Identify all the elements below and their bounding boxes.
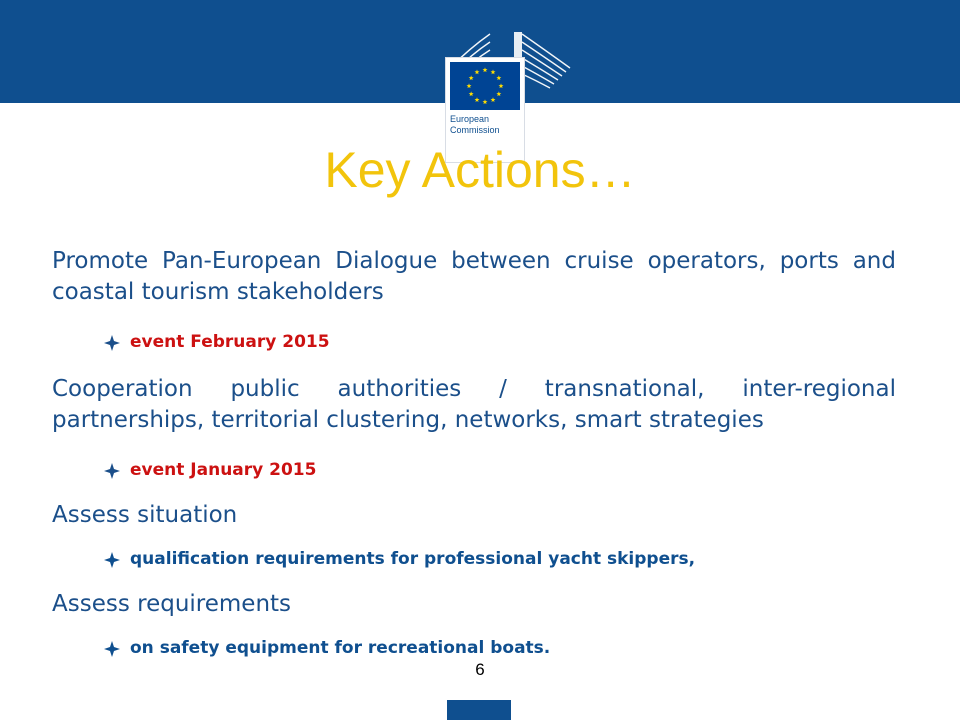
- key-action-3-detail-text: qualification requirements for professional yacht skippers,: [130, 549, 696, 569]
- key-action-2: Cooperation public authorities / transnational, inter-regional partnerships, territorial clustering, networks, smart strategies: [52, 376, 896, 433]
- key-action-3-detail: [104, 547, 896, 571]
- eu-flag-icon: [450, 62, 520, 110]
- diamond-bullet-icon: [104, 640, 120, 656]
- key-action-1-detail: [104, 330, 896, 354]
- key-action-2-detail: [104, 458, 896, 482]
- slide-content: [52, 246, 896, 660]
- page-number: 6: [475, 660, 485, 679]
- key-action-4-detail: [104, 636, 896, 660]
- slide-title: Key Actions…: [324, 142, 636, 198]
- diamond-bullet-icon: [104, 462, 120, 478]
- key-action-2-detail-text: event January 2015: [130, 460, 317, 480]
- diamond-bullet-icon: [104, 334, 120, 350]
- logo-wordmark: [450, 114, 522, 136]
- key-action-4: Assess requirements: [52, 591, 292, 617]
- european-commission-logo: [410, 28, 580, 136]
- key-action-4-detail-text: on safety equipment for recreational boats.: [130, 638, 551, 658]
- key-action-3: Assess situation: [52, 502, 238, 528]
- logo-line-1: European: [450, 114, 490, 124]
- key-action-1: Promote Pan-European Dialogue between cruise operators, ports and coastal tourism stakeholders: [52, 248, 896, 305]
- diamond-bullet-icon: [104, 551, 120, 567]
- logo-line-2: Commission: [450, 125, 500, 135]
- footer-tab: [447, 700, 511, 720]
- key-action-1-detail-text: event February 2015: [130, 332, 330, 352]
